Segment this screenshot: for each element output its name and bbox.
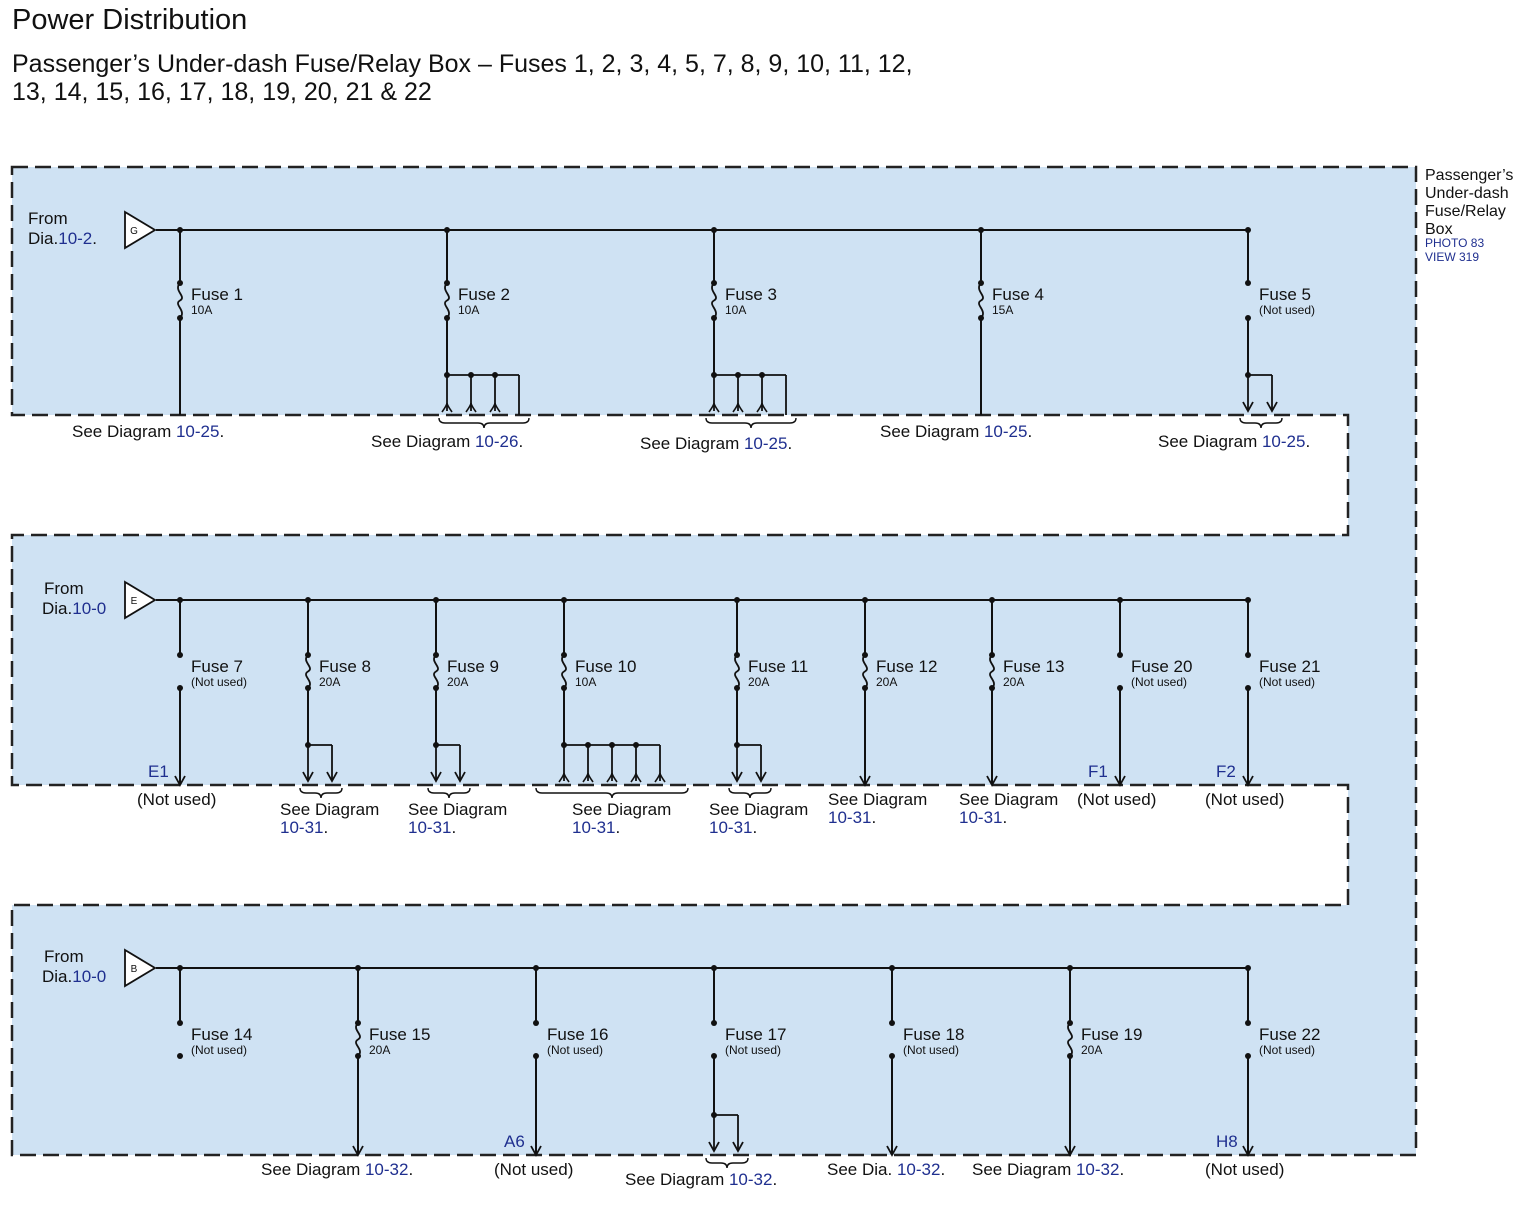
fuse-name: Fuse 21 bbox=[1259, 657, 1321, 676]
source-dia-ref: Dia.10-0 bbox=[42, 599, 107, 618]
destination-label bbox=[72, 422, 224, 441]
see-diagram-text: See Dia. 10-32. bbox=[827, 1160, 946, 1179]
not-used-label: (Not used) bbox=[137, 790, 217, 809]
see-diagram-text: See Diagram 10-32. bbox=[261, 1160, 414, 1179]
fuse-terminal-dot bbox=[444, 280, 450, 286]
fuse-terminal-dot bbox=[177, 280, 183, 286]
fuse-name: Fuse 20 bbox=[1131, 657, 1193, 676]
open-terminal-dot bbox=[1117, 652, 1123, 658]
fuse-name: Fuse 8 bbox=[319, 657, 371, 676]
see-diagram-text: See Diagram bbox=[709, 800, 809, 819]
fuse-rating: 10A bbox=[725, 303, 747, 317]
fuse-rating: 20A bbox=[1081, 1043, 1103, 1057]
fuse-terminal-dot bbox=[561, 652, 567, 658]
destination-label bbox=[1205, 790, 1284, 809]
box-photo-ref: PHOTO 83 bbox=[1425, 236, 1485, 250]
box-label-line: Fuse/Relay bbox=[1425, 203, 1506, 220]
destination-label bbox=[827, 1160, 945, 1179]
subtitle-line-1: Passenger’s Under-dash Fuse/Relay Box – Fuses 1, 2, 3, 4, 5, 7, 8, 9, 10, 11, 12, bbox=[12, 50, 913, 78]
terminal-id: E1 bbox=[148, 762, 169, 781]
fuse-name: Fuse 17 bbox=[725, 1025, 787, 1044]
destination-label bbox=[1077, 790, 1156, 809]
see-diagram-text: See Diagram bbox=[959, 790, 1059, 809]
see-diagram-text: See Diagram bbox=[280, 800, 380, 819]
see-diagram-text: See Diagram 10-32. bbox=[972, 1160, 1125, 1179]
fuse-name: Fuse 5 bbox=[1259, 285, 1311, 304]
destination-label bbox=[959, 790, 1058, 827]
see-diagram-ref: 10-31. bbox=[572, 818, 621, 837]
source-dia-ref: Dia.10-0 bbox=[42, 967, 107, 986]
source-connector-letter: E bbox=[130, 596, 138, 607]
output-group-brace bbox=[1240, 418, 1282, 428]
fuse-terminal-dot bbox=[989, 652, 995, 658]
fuse-rating: 20A bbox=[319, 675, 341, 689]
fuse-terminal-dot bbox=[711, 280, 717, 286]
fuse-rating: 20A bbox=[447, 675, 469, 689]
box-label-line: Under-dash bbox=[1425, 185, 1509, 202]
fuse-name: Fuse 3 bbox=[725, 285, 777, 304]
see-diagram-text: See Diagram bbox=[572, 800, 672, 819]
fuse-rating: (Not used) bbox=[1131, 675, 1188, 689]
page-title: Power Distribution bbox=[12, 4, 248, 36]
fuse-rating: 20A bbox=[748, 675, 770, 689]
open-terminal-dot bbox=[177, 1020, 183, 1026]
open-terminal-dot bbox=[177, 652, 183, 658]
fuse-terminal-dot bbox=[734, 652, 740, 658]
fuse-rating: 20A bbox=[1003, 675, 1025, 689]
destination-label bbox=[572, 800, 671, 837]
fuse-rating: 20A bbox=[876, 675, 898, 689]
output-group-brace bbox=[729, 788, 771, 798]
destination-label bbox=[880, 422, 1032, 441]
source-dia-ref: Dia.10-2. bbox=[28, 229, 97, 248]
source-connector-letter: B bbox=[130, 964, 138, 975]
open-terminal-dot bbox=[177, 1053, 183, 1059]
destination-label bbox=[408, 800, 507, 837]
fuse-name: Fuse 1 bbox=[191, 285, 243, 304]
source-from-label: From bbox=[44, 947, 84, 966]
fuse-box-label bbox=[1425, 167, 1513, 264]
fuse-name: Fuse 4 bbox=[992, 285, 1044, 304]
fuse-terminal-dot bbox=[433, 652, 439, 658]
fuse-terminal-dot bbox=[1067, 1020, 1073, 1026]
not-used-label: (Not used) bbox=[494, 1160, 574, 1179]
open-terminal-dot bbox=[533, 1020, 539, 1026]
see-diagram-text: See Diagram 10-26. bbox=[371, 432, 524, 451]
open-terminal-dot bbox=[1245, 1020, 1251, 1026]
fuse-name: Fuse 10 bbox=[575, 657, 637, 676]
fuse-rating: 10A bbox=[191, 303, 213, 317]
fuse-name: Fuse 18 bbox=[903, 1025, 965, 1044]
fuse-name: Fuse 9 bbox=[447, 657, 499, 676]
fuse-name: Fuse 13 bbox=[1003, 657, 1065, 676]
fuse-name: Fuse 14 bbox=[191, 1025, 253, 1044]
subtitle-line-2: 13, 14, 15, 16, 17, 18, 19, 20, 21 & 22 bbox=[12, 78, 432, 106]
fuse-name: Fuse 16 bbox=[547, 1025, 609, 1044]
destination-label bbox=[972, 1160, 1124, 1179]
destination-label bbox=[371, 432, 523, 451]
source-from-label: From bbox=[28, 209, 68, 228]
open-terminal-dot bbox=[1245, 280, 1251, 286]
box-view-ref: VIEW 319 bbox=[1425, 250, 1480, 264]
fuse-rating: (Not used) bbox=[191, 1043, 248, 1057]
open-terminal-dot bbox=[889, 1020, 895, 1026]
destination-label bbox=[1158, 432, 1310, 451]
see-diagram-text: See Diagram bbox=[408, 800, 508, 819]
fuse-rating: 15A bbox=[992, 303, 1014, 317]
output-group-brace bbox=[706, 1158, 748, 1168]
destination-label bbox=[137, 790, 216, 809]
see-diagram-text: See Diagram 10-25. bbox=[1158, 432, 1311, 451]
fuse-terminal-dot bbox=[862, 652, 868, 658]
open-terminal-dot bbox=[1245, 652, 1251, 658]
not-used-label: (Not used) bbox=[1205, 790, 1285, 809]
destination-label bbox=[261, 1160, 413, 1179]
terminal-id: F1 bbox=[1088, 762, 1108, 781]
fuse-rating: (Not used) bbox=[1259, 675, 1316, 689]
fuse-rating: (Not used) bbox=[725, 1043, 782, 1057]
open-terminal-dot bbox=[711, 1020, 717, 1026]
not-used-label: (Not used) bbox=[1205, 1160, 1285, 1179]
destination-label bbox=[625, 1170, 777, 1189]
source-connector-letter: G bbox=[130, 226, 138, 237]
see-diagram-ref: 10-31. bbox=[709, 818, 758, 837]
see-diagram-ref: 10-31. bbox=[280, 818, 329, 837]
fuse-rating: (Not used) bbox=[191, 675, 248, 689]
fuse-rating: 20A bbox=[369, 1043, 391, 1057]
destination-label bbox=[828, 790, 927, 827]
fuse-rating: (Not used) bbox=[1259, 1043, 1316, 1057]
output-group-brace bbox=[439, 418, 529, 428]
terminal-id: A6 bbox=[504, 1132, 525, 1151]
output-group-brace bbox=[300, 788, 342, 798]
fuse-rating: (Not used) bbox=[903, 1043, 960, 1057]
source-from-label: From bbox=[44, 579, 84, 598]
fuse-rating: 10A bbox=[458, 303, 480, 317]
see-diagram-text: See Diagram 10-32. bbox=[625, 1170, 778, 1189]
fuse-terminal-dot bbox=[978, 280, 984, 286]
destination-label bbox=[709, 800, 808, 837]
output-group-brace bbox=[536, 788, 688, 798]
fuse-name: Fuse 2 bbox=[458, 285, 510, 304]
destination-label bbox=[640, 434, 792, 453]
destination-label bbox=[1205, 1160, 1284, 1179]
see-diagram-ref: 10-31. bbox=[959, 808, 1008, 827]
fuse-terminal-dot bbox=[355, 1020, 361, 1026]
see-diagram-text: See Diagram 10-25. bbox=[72, 422, 225, 441]
fuse-name: Fuse 19 bbox=[1081, 1025, 1143, 1044]
fuse-name: Fuse 15 bbox=[369, 1025, 431, 1044]
terminal-id: H8 bbox=[1216, 1132, 1238, 1151]
fuse-rating: 10A bbox=[575, 675, 597, 689]
see-diagram-ref: 10-31. bbox=[408, 818, 457, 837]
destination-label bbox=[494, 1160, 573, 1179]
not-used-label: (Not used) bbox=[1077, 790, 1157, 809]
terminal-id: F2 bbox=[1216, 762, 1236, 781]
see-diagram-text: See Diagram 10-25. bbox=[640, 434, 793, 453]
see-diagram-ref: 10-31. bbox=[828, 808, 877, 827]
output-group-brace bbox=[428, 788, 470, 798]
fuse-name: Fuse 22 bbox=[1259, 1025, 1321, 1044]
fuse-rating: (Not used) bbox=[1259, 303, 1316, 317]
fuse-rating: (Not used) bbox=[547, 1043, 604, 1057]
fuse-name: Fuse 12 bbox=[876, 657, 938, 676]
output-group-brace bbox=[706, 418, 796, 428]
see-diagram-text: See Diagram 10-25. bbox=[880, 422, 1033, 441]
fuse-name: Fuse 11 bbox=[748, 657, 809, 676]
see-diagram-text: See Diagram bbox=[828, 790, 928, 809]
fuse-name: Fuse 7 bbox=[191, 657, 243, 676]
fuse-terminal-dot bbox=[305, 652, 311, 658]
box-label-line: Passenger’s bbox=[1425, 167, 1514, 184]
destination-label bbox=[280, 800, 379, 837]
box-label-line: Box bbox=[1425, 221, 1453, 238]
